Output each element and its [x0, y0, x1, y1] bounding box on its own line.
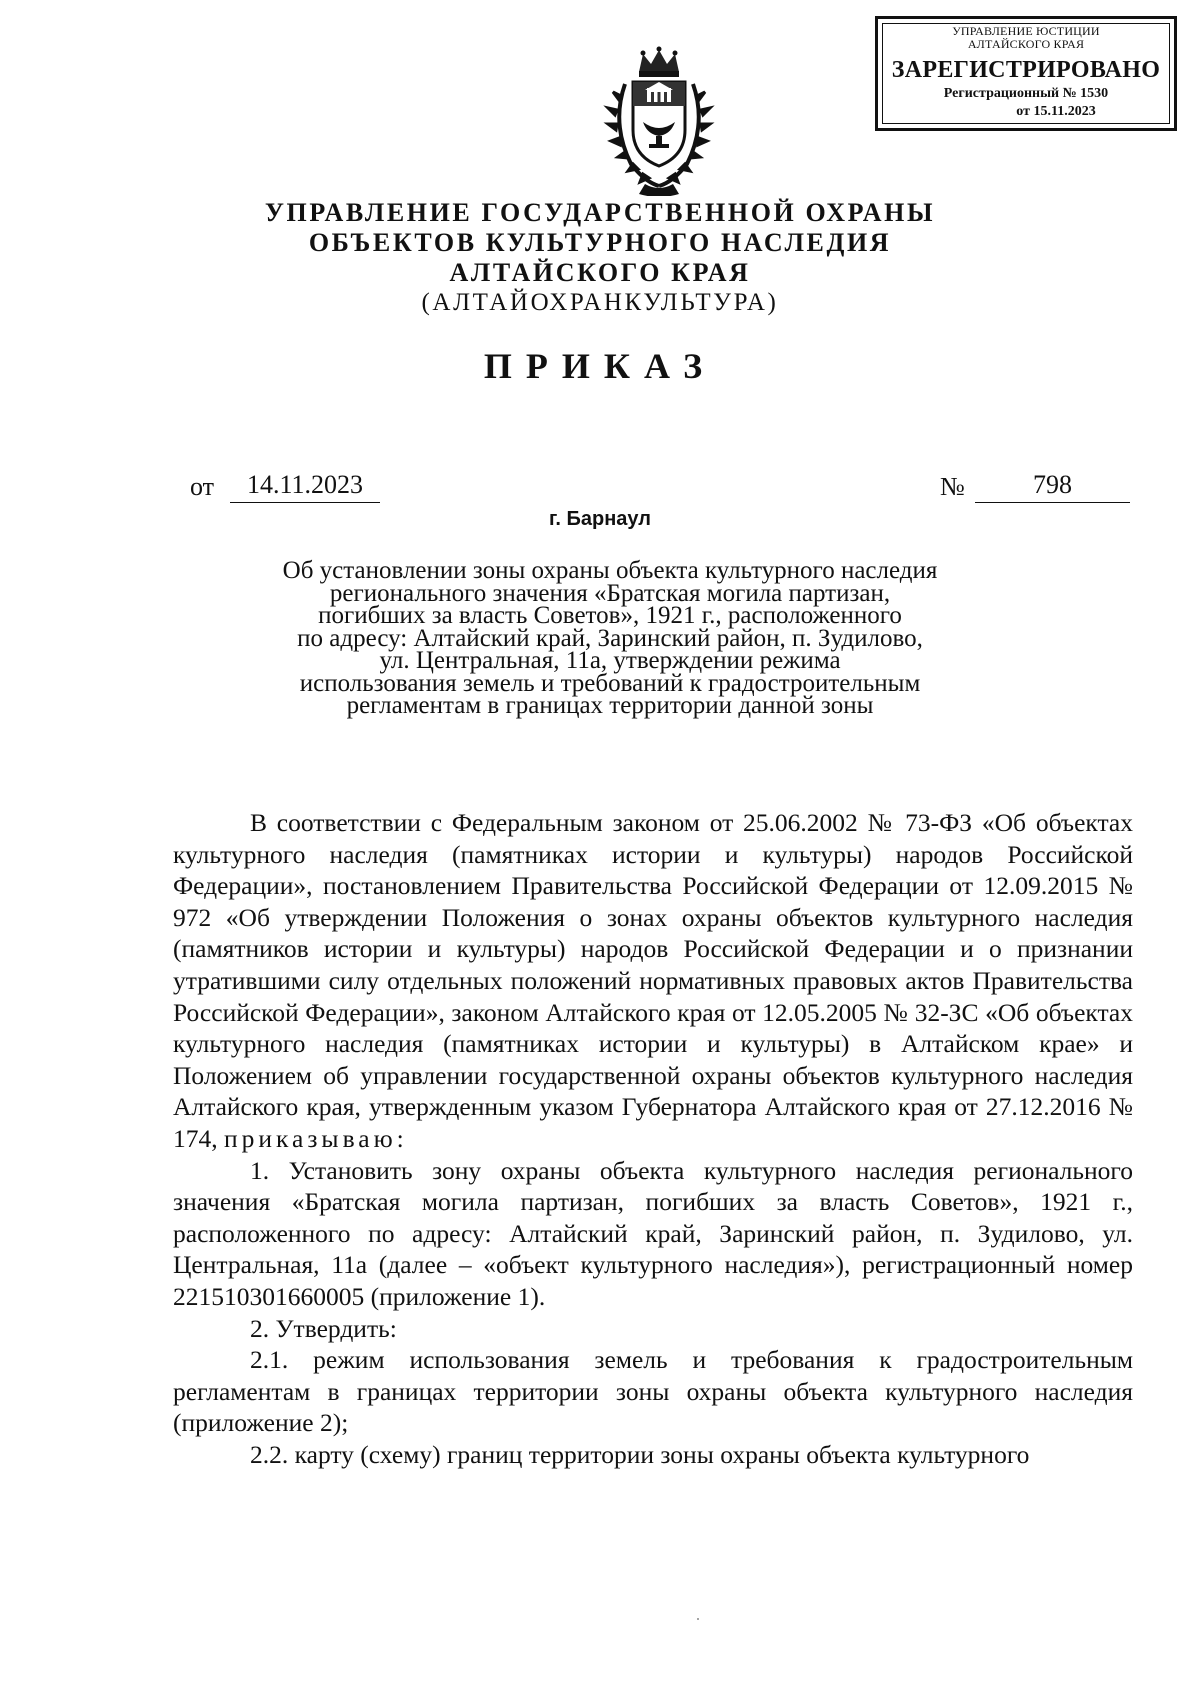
authority-abbreviation: (АЛТАЙОХРАНКУЛЬТУРА): [421, 289, 779, 316]
preamble-text: В соответствии с Федеральным законом от 25.06.2002 № 73-ФЗ «Об объектах культурного наследия (памятниках истории и культуры) народов Российской Федерации», постановлением Правительства Российской Федерации от 12.09.2015 № 972 «Об утверждении Положения о зонах охраны объектов культурного наследия (памятников истории и культуры) народов Российской Федерации и о признании утратившими силу отдельных положений нормативных правовых актов Правительства Российской Федерации», законом Алтайского края от 12.05.2005 № 32-ЗС «Об объектах культурного наследия (памятниках истории и культуры) в Алтайском крае» и Положением об управлении государственной охраны объектов культурного наследия Алтайского края, утвержденным указом Губернатора Алтайского края от 27.12.2016 № 174,: [173, 808, 1133, 1153]
authority-line3: АЛТАЙСКОГО КРАЯ: [449, 258, 751, 287]
subject-line: использования земель и требований к градостроительным: [299, 669, 921, 697]
subject-line: погибших за власть Советов», 1921 г., расположенного: [318, 602, 902, 629]
authority-line1: УПРАВЛЕНИЕ ГОСУДАРСТВЕННОЙ ОХРАНЫ: [264, 198, 936, 227]
subject-line: Об установлении зоны охраны объекта культурного наследия: [282, 557, 938, 584]
item-1: 1. Установить зону охраны объекта культурного наследия регионального значения «Братская могила партизан, погибших за власть Советов», 1921 г., расположенного по адресу: Алтайский край, Заринский район, п. Зудилово, ул. Центральная, 11а (далее – «объект культурного наследия»), регистрационный номер 221510301660005 (приложение 1).: [173, 1155, 1133, 1311]
altai-krai-coat-of-arms-icon: [595, 44, 723, 196]
scan-speck: [697, 1618, 699, 1620]
stamp-reg-date: от 15.11.2023: [1016, 104, 1096, 119]
number-label: №: [940, 472, 965, 501]
document-body: [173, 807, 1133, 1470]
subject-line: ул. Центральная, 11а, утверждении режима: [379, 647, 841, 674]
issuing-authority: [0, 198, 1200, 318]
stamp-org-line1: УПРАВЛЕНИЕ ЮСТИЦИИ: [952, 24, 1100, 38]
city-name: г. Барнаул: [549, 508, 651, 530]
subject-line: регламентам в границах территории данной зоны: [346, 692, 874, 719]
stamp-status: ЗАРЕГИСТРИРОВАНО: [891, 57, 1161, 83]
stamp-reg-number: Регистрационный № 1530: [943, 86, 1109, 101]
item-2-2: 2.2. карту (схему) границ территории зоны охраны объекта культурного: [250, 1439, 1030, 1469]
preamble-paragraph: [173, 807, 1133, 1155]
document-type-title: ПРИКАЗ: [483, 346, 717, 386]
document-date: 14.11.2023: [230, 470, 380, 503]
registration-stamp: [875, 16, 1177, 131]
subject-line: регионального значения «Братская могила партизан,: [329, 579, 891, 607]
order-word: приказываю:: [224, 1123, 408, 1153]
item-2: 2. Утвердить:: [250, 1313, 397, 1343]
stamp-org-line2: АЛТАЙСКОГО КРАЯ: [967, 37, 1085, 51]
stamp-inner-border: [882, 23, 1170, 124]
date-number-row: [190, 470, 1130, 510]
item-2-1: 2.1. режим использования земель и требования к градостроительным регламентам в границах территории зоны охраны объекта культурного наследия (приложение 2);: [173, 1345, 1133, 1438]
document-number: 798: [975, 470, 1130, 503]
authority-line2: ОБЪЕКТОВ КУЛЬТУРНОГО НАСЛЕДИЯ: [308, 228, 892, 257]
subject-line: по адресу: Алтайский край, Заринский район, п. Зудилово,: [297, 624, 923, 652]
document-subject: [240, 557, 980, 719]
date-label: от: [190, 472, 215, 501]
